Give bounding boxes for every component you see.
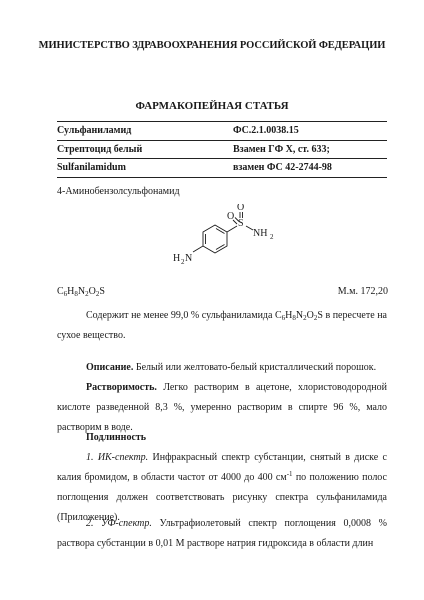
info-row [57,122,387,141]
amide-subscript: 2 [270,233,274,241]
substance-synonym: Стрептоцид белый [57,140,233,159]
amine-nitrogen: N [185,253,193,264]
chemical-name: 4-Аминобензолсульфонамид [57,186,180,197]
monograph-code: ФС.2.1.0038.15 [233,122,387,141]
replaces-note: взамен ФС 42-2744-98 [233,159,387,178]
sulfur-atom: S [238,218,244,229]
molar-mass: М.м. 172,20 [337,286,388,297]
info-row [57,140,387,159]
solubility-paragraph: Растворимость. Легко растворим в ацетоне, хлористоводородной кислоте разведенной 8,3 %, умеренно растворим в спирте 96 %, мало растворим в воде. [57,382,387,433]
oxygen-atom-top: O [237,204,245,213]
ir-spectrum-paragraph: 1. ИК-спектр. Инфракрасный спектр субстанции, снятый в диске с калия бромидом, в области частот от 4000 до 400 $см^{-1}$ по положению полос поглощения должен соответствовать рисунку спектра сульфаниламида (Приложение). [57,452,387,523]
content-paragraph: Содержит не менее 99,0 % сульфаниламида $C_6H_8N_2O_2S$ в пересчете на сухое вещество. [57,310,387,341]
description-paragraph: Описание. Белый или желтовато-белый кристаллический порошок. [86,362,377,373]
structural-formula [165,204,285,276]
molecular-formula: $C_6H_8N_2O_2S$ [57,286,105,298]
latin-name: Sulfanilamidum [57,159,233,178]
info-row [57,159,387,178]
ministry-heading: МИНИСТЕРСТВО ЗДРАВООХРАНЕНИЯ РОССИЙСКОЙ ФЕДЕРАЦИИ [38,40,386,51]
monograph-info-table [57,121,387,178]
uv-spectrum-paragraph: 2. УФ-спектр. Ультрафиолетовый спектр поглощения 0,0008 % раствора субстанции в 0,01 М растворе натрия гидроксида в области длин [57,518,387,549]
oxygen-atom-left: O [227,211,235,222]
ir-spectrum-label: 1. ИК-спектр. [86,452,149,463]
document-title: ФАРМАКОПЕЙНАЯ СТАТЬЯ [135,100,289,112]
substance-name: Сульфаниламид [57,122,233,141]
description-label: Описание. [86,362,134,373]
replaces-note: Взамен ГФ X, ст. 633; [233,140,387,159]
amide-nitrogen: NH [253,228,268,239]
amine-subscript: 2 [181,258,185,266]
amine-hydrogen: H [173,253,181,264]
benzene-ring [193,212,253,253]
uv-spectrum-label: 2. УФ-спектр. [86,518,152,529]
identity-heading: Подлинность [86,432,147,443]
solubility-label: Растворимость. [86,382,157,393]
